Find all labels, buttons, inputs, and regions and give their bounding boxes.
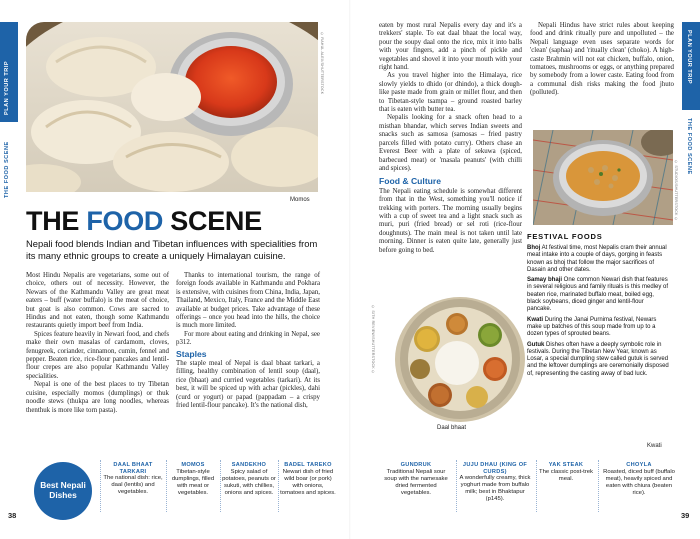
divider [456,460,457,512]
dish-description: The national dish: rice, daal (lentils) and vegetables. [103,475,163,496]
page-number-right: 39 [681,511,690,520]
divider [598,460,599,512]
festival-item-kwati: Kwati During the Janai Purnima festival, Newars make up batches of this soup made from up to a dozen types of sprouted beans. [527,316,657,338]
dish-name: MOMOS [181,462,205,468]
dish-description: Tibetan-style dumplings, filled with meat or vegetables. [171,468,215,496]
dish-name: YAK STEAK [548,462,584,468]
dish-item [168,462,218,497]
paragraph: Nepali Hindus have strict rules about keeping food and drink ritually pure and unpolluted – the Nepali language even uses separate words for 'clean' (saphaa) and 'ritually clean' (choko). A high-caste Brahmin will not eat chicken, buffalo, onion, tomatoes, mushrooms or eggs, or anything prepared by somebody from a lower caste. Eating food from a communal dish risks making the food jhuto (polluted). [530,22,674,97]
side-tab-left-label: PLAN YOUR TRIP [4,60,10,115]
left-column-2 [176,272,320,411]
food-culture-heading: Food & Culture [379,176,442,187]
side-tab-right-section: THE FOOD SCENE [686,118,692,175]
dish-description: Newari dish of fried wild boar (or pork) with onions, tomatoes and spices. [280,468,336,496]
dish-description: A wonderfully creamy, thick yoghurt made from buffalo milk; best in Bhaktapur (p145). [459,475,531,503]
dish-item [102,462,164,496]
festival-foods-title: FESTIVAL FOODS [527,232,603,241]
left-column-1 [26,272,169,415]
divider [100,460,101,512]
page-number-left: 38 [8,511,17,520]
dish-name: BADEL TAREKO [284,462,332,468]
paragraph: As you travel higher into the Himalaya, rice slowly yields to dhido (or dhindo), a thick dough-like paste made from grain or millet flour, and then to Tibetan-style tsampa – ground roasted barley that is eaten with butter tea. [379,72,522,114]
momos-photo [26,22,318,192]
dish-description: The classic post-trek meal. [538,468,593,482]
paragraph: For more about eating and drinking in Nepal, see p312. [176,330,320,347]
paragraph: eaten by most rural Nepalis every day and it's a trekkers' staple. To eat daal bhaat the local way, pour the soupy daal onto the rice, mix it into balls with your fingers, add a pinch of pickle and vegetables and shovel it into your mouth with your right hand. [379,22,522,72]
divider [278,460,279,512]
festival-item-gutuk: Gutuk Dishes often have a deeply symbolic role in festivals. During the Tibetan New Year, known as Losar, a special dumpling stew called gutuk is served and the leftover dumplings are ceremonially disposed of, representing the casting away of bad luck. [527,341,669,377]
festival-item-bhoj: Bhoj At festival time, most Nepalis cram their annual meat intake into a couple of days, gorging in feasts known as bhoj that follow the major sacrifices of Dasain and other dates. [527,245,667,273]
divider [220,460,221,512]
dish-item [222,462,276,497]
paragraph: Spices feature heavily in Newari food, and chefs make their own masalas of cardamom, cloves, fenugreek, coriander, cinnamon, cumin, fennel and pepper. Beaten rice, rice-flour pancakes and lentil-flour crepes are also popular Kathmandu Valley specialities. [26,330,169,380]
side-tab-right-label: PLAN YOUR TRIP [686,30,692,85]
right-column-2 [530,22,674,98]
paragraph: Thanks to international tourism, the range of foreign foods available in Kathmandu and Pokhara is extensive, with cuisines from China, India, Japan, Thailand, Mexico, Italy, France and the Middle East available at budget prices. Take advantage of these offerings – once you head into the hills, the choice is much more limited. [176,272,320,330]
dish-description: Traditional Nepali sour soup with the namesake dried fermented vegetables. [384,468,448,496]
dish-item [280,462,336,497]
best-dishes-badge: Best Nepali Dishes [34,462,92,520]
dish-item [538,462,594,483]
paragraph: Nepal is one of the best places to try Tibetan cuisine, especially momos (dumplings) or thuk noodle stews (thukpa are long noodles, whereas thenthuk is more like torn pasta). [26,381,169,414]
daal-bhaat-photo-credit: © SITH REVIEW/SHUTTERSTOCK © [371,305,375,375]
dish-name: DAAL BHAAT TARKARI [113,462,153,475]
right-column-1 [379,22,522,255]
dish-name: CHOYLA [626,462,652,468]
dish-item [380,462,452,497]
paragraph: The Nepali eating schedule is somewhat different from that in the West, something you'll notice if trekking with porters. The morning usually begins with a cup of sweet tea and a light snack such as muri, puri (fried bread) or sel roti (rice-flour doughnuts). The main meal is not taken until late morning. Dinner is eaten quite late, generally just before going to bed. [379,187,522,254]
paragraph: The staple meal of Nepal is daal bhaat tarkari, a filling, healthy combination of lentil soup (daal), rice (bhaat) and curried vegetables (tarkari). At its best, it will be spiced up with achar (pickles), dahi (curd or yogurt) or papad (pappadam – a crispy fried lentil-flour pancake). It's the national dish, [176,360,320,410]
festival-foods-box [527,232,669,381]
festival-item-samay-bhaji: Samay bhaji One common Newari dish that features in several religious and family rituals is this medley of beaten rice, marinated buffalo meat, boiled egg, black soybeans, diced ginger and lentil-flour pancake. [527,277,669,313]
intro-text: Nepali food blends Indian and Tibetan influences with specialities from its many ethnic groups to create a uniquely Himalayan cuisine. [26,238,318,261]
daal-bhaat-caption: Daal bhaat [437,425,467,431]
paragraph: Nepalis looking for a snack often head to a misthan bhandar, which serves Indian sweets and snacks such as samosa (samosas – fried pastry parcels filled with potato curry). Others chase an Everest Beer with a plate of sekuwa (spiced, barbecued meat) or 'masala peanuts' (with chilli and spices). [379,114,522,172]
dish-name: JUJU DHAU (KING OF CURDS) [462,462,528,475]
kwati-caption: Kwati [647,443,662,449]
kwati-photo-credit: © STUDIOS/SHUTTERSTOCK © [674,160,678,222]
dish-description: Roasted, diced buff (buffalo meat), heavily spiced and eaten with chiura (beaten rice). [603,468,675,496]
page-title: THE FOOD SCENE [26,206,262,236]
dish-description: Spicy salad of potatoes, peanuts or sukuti, with chillies, onions and spices. [222,468,276,496]
momos-photo-credit: © RAHUL ALEX/SHUTTERSTOCK [320,32,324,95]
dish-name: SANDEKHO [231,462,267,468]
dish-name: GUNDRUK [400,462,432,468]
daal-bhaat-photo [395,297,525,422]
paragraph: Most Hindu Nepalis are vegetarians, some out of choice, others out of necessity. However, the Newars of the Kathmandu Valley are great meat eaters – buff (water buffalo) is the meat of choice, but goat is also common. Cows are sacred to Hindus and not eaten, though some Kathmandu restaurants quietly import beef from India. [26,272,169,330]
side-tab-left-section: THE FOOD SCENE [4,141,10,198]
divider [536,460,537,512]
staples-heading: Staples [176,348,207,359]
kwati-photo [533,130,673,225]
dish-item [602,462,676,497]
divider [166,460,167,512]
momos-caption: Momos [290,197,310,203]
page-gutter [349,0,351,539]
dish-item [458,462,532,503]
